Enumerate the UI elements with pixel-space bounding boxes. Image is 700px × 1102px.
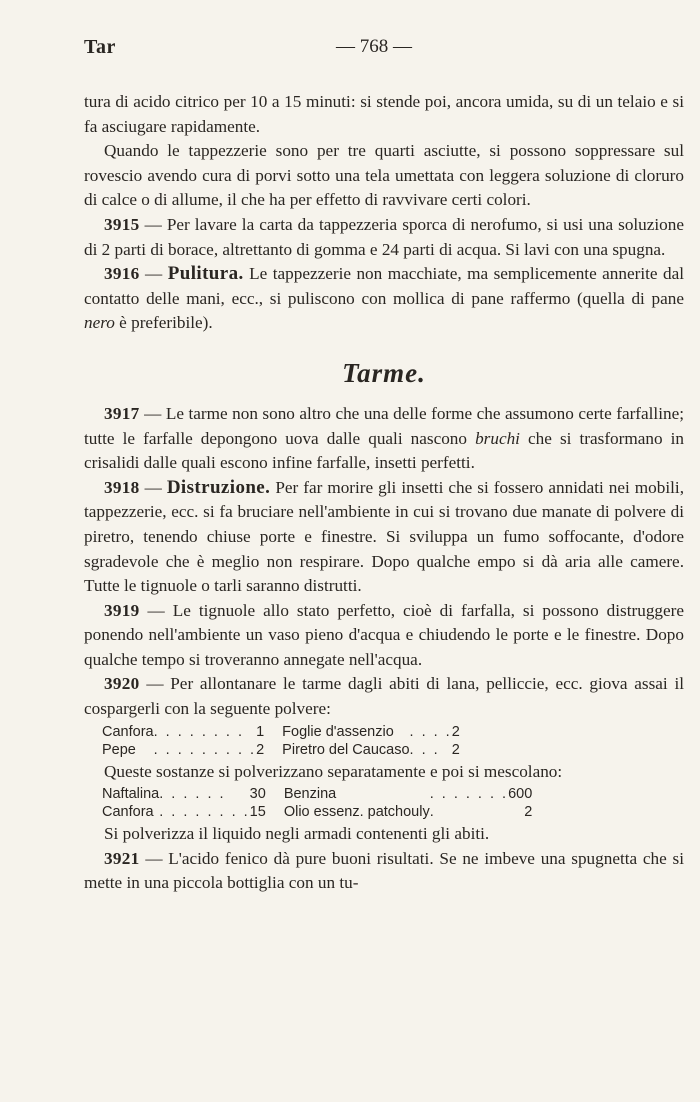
entry-text: — Per allontanare le tarme dagli abiti di lana, pelliccie, ecc. giova assai il cospargerli con la seguente polvere: [84, 674, 684, 719]
recipe-table-liquid [102, 785, 550, 821]
entry-text: — L'acido fenico dà pure buoni risultati. Se ne imbeve una spugnetta che si mette in una piccola bottiglia con un tu- [84, 848, 684, 893]
entry-keyword: Distruzione. [166, 476, 271, 498]
leader-dots: . . . . . . [159, 786, 226, 803]
leader-dots: . . . . . . . . [153, 723, 245, 740]
entry-emphasis: bruchi [475, 428, 520, 448]
entry-dash: — [139, 264, 168, 284]
ingredient-qty: 15 [249, 804, 266, 821]
paragraph-mixing: Queste sostanze si polverizzano separatamente e poi si mescolano: [104, 761, 563, 781]
entry-text: — Le tignuole allo stato perfetto, cioè di farfalla, si possono distruggere ponendo nell'ambiente un vaso pieno d'acqua e chiudendo le porte e le finestre. Dopo qualche tempo si troveranno annegate nell'acqua. [84, 600, 684, 669]
entry-text-end: che si trasformano in crisalidi dalle quali escono infine farfalle, insetti perfetti. [84, 428, 684, 473]
ingredient-name: Canfora [102, 804, 154, 821]
ingredient-name: Benzina [283, 786, 337, 803]
ingredient-qty: 2 [451, 741, 460, 758]
running-header [84, 36, 660, 66]
entry-number: 3920 [104, 674, 140, 694]
entry-3916 [84, 262, 684, 336]
entry-text-end: è preferibile). [114, 313, 213, 333]
recipe-row [102, 803, 550, 821]
recipe-table-powder [102, 723, 478, 759]
ingredient-qty: 2 [256, 741, 265, 758]
ingredient-qty: 2 [524, 804, 533, 821]
page-number: — 768 — [336, 36, 412, 57]
paragraph-ironing: Quando le tappezzerie sono per tre quarti asciutte, si possono soppressare sul rovescio avendo cura di porvi sotto una tela umettata con leggera soluzione di cloruro di calce o di allume, il che ha per effetto di ravvivare certi colori. [84, 141, 684, 210]
entry-3918 [84, 476, 684, 599]
header-keyword: Tar [84, 36, 116, 58]
entry-3920 [84, 672, 684, 721]
entry-text: — Per lavare la carta da tappezzeria sporca di nerofumo, si usi una soluzione di 2 parti di borace, altrettanto di gomma e 24 parti di acqua. Si lavi con una spugna. [84, 214, 684, 259]
ingredient-qty: 2 [451, 723, 460, 740]
section-title: Tarme. [342, 357, 426, 388]
ingredient-name: Pepe [102, 741, 136, 758]
entry-number: 3915 [104, 214, 140, 234]
entry-number: 3916 [104, 264, 140, 284]
leader-dots: . . . . . . . [429, 786, 509, 803]
ingredient-name: Canfora [102, 723, 154, 740]
ingredient-name: Piretro del Caucaso [282, 741, 410, 758]
leader-dots: . . . . [409, 723, 452, 740]
paragraph-spray: Si polverizza il liquido negli armadi contenenti gli abiti. [104, 824, 490, 844]
ingredient-name: Olio essenz. patchouly [283, 804, 430, 821]
recipe-row [102, 723, 478, 741]
ingredient-name: Naftalina [102, 786, 160, 803]
ingredient-qty: 1 [256, 723, 265, 740]
entry-number: 3919 [104, 600, 140, 620]
paragraph-continuation: tura di acido citrico per 10 a 15 minuti: si stende poi, ancora umida, su di un telaio e si fa asciugare rapidamente. [84, 92, 684, 136]
ingredient-qty: 600 [508, 786, 533, 803]
ingredient-name: Foglie d'assenzio [282, 723, 394, 740]
entry-3919 [84, 599, 684, 673]
leader-dots: . . . . . . . . . [153, 741, 257, 758]
ingredient-qty: 30 [249, 786, 266, 803]
entry-3917 [84, 402, 684, 476]
leader-dots: . [429, 804, 436, 821]
entry-3921 [84, 847, 684, 896]
entry-dash: — [139, 477, 167, 497]
leader-dots: . . . [409, 741, 440, 758]
leader-dots: . . . . . . . . [159, 804, 250, 821]
entry-keyword: Pulitura. [167, 263, 244, 285]
entry-number: 3921 [104, 848, 140, 868]
entry-text: Le tappezzerie non macchiate, ma semplicemente annerite dal contatto delle mani, ecc., si puliscono con mollica di pane raffermo (quella di pane [84, 264, 685, 308]
recipe-row [102, 785, 550, 803]
entry-number: 3917 [104, 403, 140, 423]
entry-emphasis: nero [84, 313, 115, 333]
entry-number: 3918 [104, 477, 140, 497]
entry-3915 [84, 213, 684, 262]
entry-text: Per far morire gli insetti che si fossero annidati nei mobili, tappezzerie, ecc. si fa bruciare nell'ambiente in cui si trovano due manate di polvere di piretro, tenendo chiuse porte e finestre. Si sviluppa un fumo soffocante, d'odore sgradevole che è meglio non respirare. Dopo qualche empo si dà aria alle camere. Tutte le tignuole o tarli saranno distrutti. [84, 477, 684, 596]
entry-text: — Le tarme non sono altro che una delle forme che assumono certe farfalline; tutte le farfalle depongono uova dalle quali nascono [84, 403, 684, 448]
page-body [84, 90, 684, 896]
recipe-row [102, 741, 478, 759]
